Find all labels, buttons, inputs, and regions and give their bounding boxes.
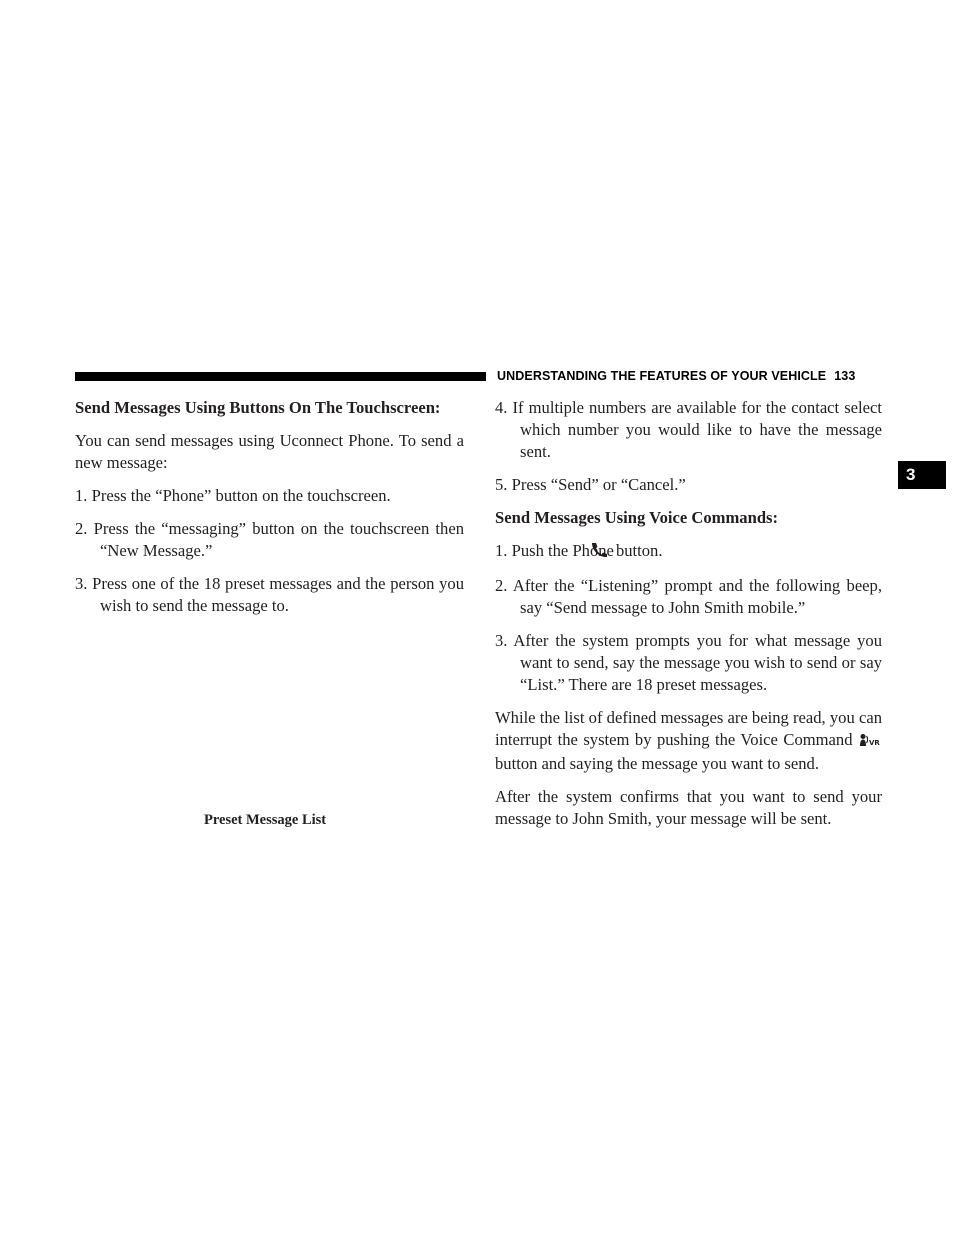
step-text: 1. Push the Phone (495, 541, 614, 560)
svg-text:VR: VR (868, 739, 880, 747)
section-heading-touchscreen: Send Messages Using Buttons On The Touchscreen: (75, 398, 441, 417)
step-item: 4. If multiple numbers are available for the contact select which number you would like to have the message sent. (495, 398, 882, 461)
paragraph-text: While the list of defined messages are being read, you can interrupt the system by pushing the Voice Command (495, 708, 882, 749)
step-item: 5. Press “Send” or “Cancel.” (495, 475, 686, 494)
step-item: 2. After the “Listening” prompt and the following beep, say “Send message to John Smith mobile.” (495, 576, 882, 617)
step-text: button. (615, 541, 663, 560)
step-item: 2. Press the “messaging” button on the touchscreen then “New Message.” (75, 519, 464, 560)
left-column (75, 397, 464, 617)
step-item: 3. After the system prompts you for what message you want to send, say the message you wish to send or say “List.” There are 18 preset messages. (495, 631, 882, 694)
chapter-tab: 3 (898, 461, 946, 489)
step-item: 1. Press the “Phone” button on the touchscreen. (75, 486, 391, 505)
section-title: UNDERSTANDING THE FEATURES OF YOUR VEHICLE (497, 369, 827, 383)
figure-caption: Preset Message List (204, 812, 327, 828)
intro-paragraph: You can send messages using Uconnect Phone. To send a new message: (75, 431, 464, 472)
step-item: 3. Press one of the 18 preset messages and the person you wish to send the message to. (75, 574, 464, 615)
page-number: 133 (834, 369, 856, 383)
running-header (497, 369, 855, 383)
paragraph-text: button and saying the message you want to send. (495, 754, 819, 773)
right-column (495, 397, 882, 830)
header-rule (75, 372, 486, 381)
body-paragraph (495, 707, 882, 775)
step-item (495, 540, 882, 564)
section-heading-voice: Send Messages Using Voice Commands: (495, 508, 779, 527)
body-paragraph: After the system confirms that you want to send your message to John Smith, your message will be sent. (495, 787, 882, 828)
voice-command-icon (859, 731, 881, 753)
